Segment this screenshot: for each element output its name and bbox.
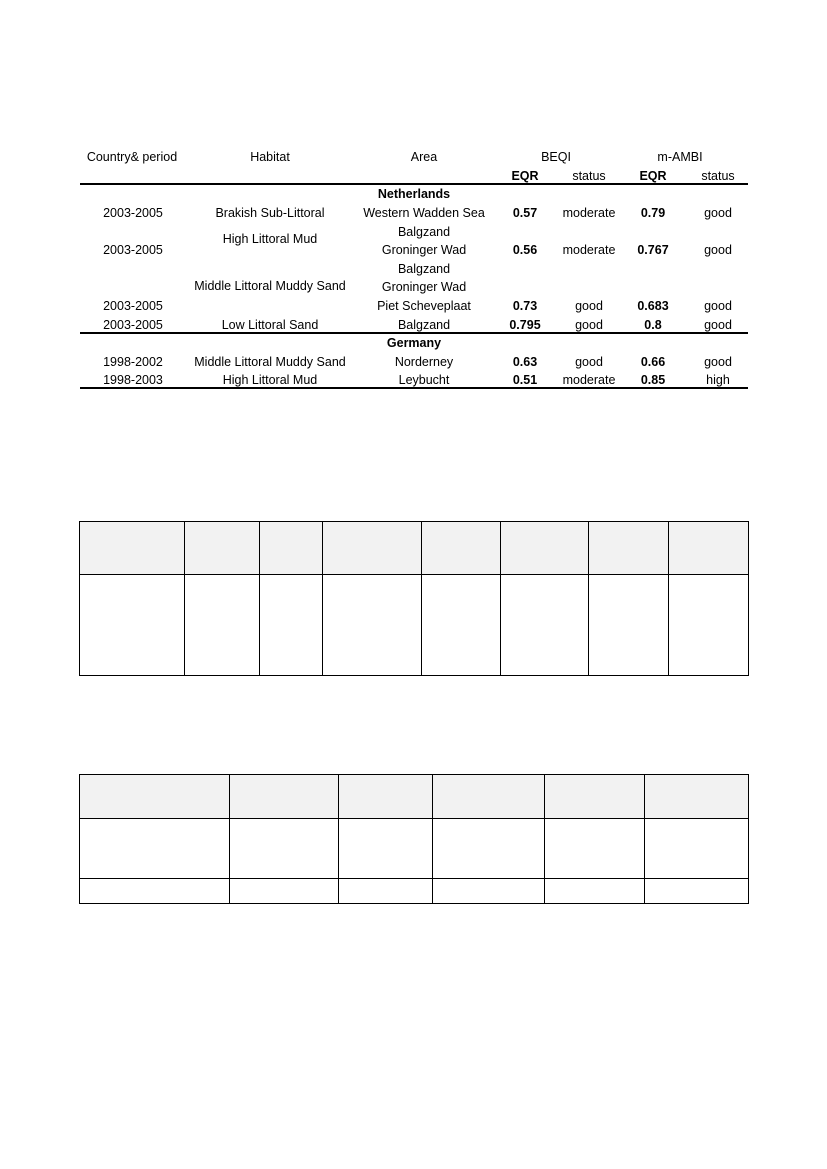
header-cell [323,522,422,575]
table-cell [323,575,422,676]
header-habitat: Habitat [250,150,290,164]
cell-mambi-eqr: 0.8 [644,318,662,332]
cell-beqi-eqr: 0.73 [512,299,538,313]
cell-beqi-eqr: 0.56 [512,243,538,257]
cell-period: 1998-2003 [103,373,163,387]
table-row [80,879,749,904]
header-cell [230,775,339,819]
cell-mambi-status: high [706,373,730,387]
cell-habitat: High Littoral Mud [222,373,318,387]
cell-beqi-status: moderate [562,206,616,220]
cell-beqi-eqr: 0.57 [512,206,538,220]
cell-beqi-eqr: 0.795 [509,318,541,332]
cell-area: Leybucht [398,373,450,387]
empty-table-1 [79,521,749,676]
cell-area: Groninger Wad [381,243,467,257]
header-rule [80,183,748,185]
cell-beqi-eqr: 0.63 [512,355,538,369]
cell-beqi-status: good [575,299,603,313]
cell-habitat: Middle Littoral Muddy Sand [194,355,346,369]
table-cell [545,879,645,904]
empty-table-2 [79,774,749,904]
cell-mambi-eqr: 0.66 [640,355,666,369]
table-cell [433,819,545,879]
cell-mambi-eqr: 0.683 [637,299,669,313]
cell-mambi-eqr: 0.85 [640,373,666,387]
header-beqi-eqr: EQR [511,169,539,183]
header-beqi-status: status [572,169,606,183]
cell-mambi-eqr: 0.79 [640,206,666,220]
cell-mambi-status: good [704,206,732,220]
cell-habitat: Low Littoral Sand [221,318,319,332]
header-beqi: BEQI [541,150,571,164]
cell-beqi-status: moderate [562,243,616,257]
cell-beqi-status: moderate [562,373,616,387]
cell-period: 2003-2005 [103,299,163,313]
cell-beqi-eqr: 0.51 [512,373,538,387]
header-cell [185,522,260,575]
table-cell [501,575,589,676]
table-cell [260,575,323,676]
header-mambi-status: status [701,169,735,183]
header-cell [433,775,545,819]
table-cell [422,575,501,676]
header-cell [422,522,501,575]
table-cell [339,879,433,904]
table-cell [80,819,230,879]
cell-mambi-status: good [704,243,732,257]
header-area: Area [410,150,438,164]
table-cell [339,819,433,879]
header-mambi: m-AMBI [657,150,703,164]
table-row [80,819,749,879]
header-cell [501,522,589,575]
group-rule [80,332,748,334]
cell-area: Piet Scheveplaat [377,299,471,313]
table-cell [80,575,185,676]
cell-period: 2003-2005 [103,243,163,257]
table-cell [80,879,230,904]
table-cell [230,819,339,879]
bottom-rule [80,387,748,389]
cell-habitat: High Littoral Mud [222,232,318,246]
cell-area: Balgzand [397,318,451,332]
cell-period: 2003-2005 [103,318,163,332]
cell-habitat: Brakish Sub-Littoral [215,206,325,220]
header-cell [545,775,645,819]
table-cell [545,819,645,879]
table-row [80,575,749,676]
table-cell [230,879,339,904]
header-cell [339,775,433,819]
cell-area: Western Wadden Sea [363,206,485,220]
header-cell [589,522,669,575]
table-cell [645,819,749,879]
header-cell [80,775,230,819]
cell-mambi-eqr: 0.767 [637,243,669,257]
cell-area-top: Balgzand [397,225,451,239]
cell-beqi-status: good [575,318,603,332]
cell-period: 1998-2002 [103,355,163,369]
cell-mambi-status: good [704,299,732,313]
table-cell [589,575,669,676]
group-germany: Germany [386,336,442,350]
header-cell [260,522,323,575]
table-cell [669,575,749,676]
cell-period: 2003-2005 [103,206,163,220]
table-header-row [80,522,749,575]
cell-mambi-status: good [704,318,732,332]
cell-area-top: Balgzand [397,262,451,276]
group-netherlands: Netherlands [377,187,451,201]
table-header-row [80,775,749,819]
header-cell [645,775,749,819]
header-country-period: Country& period [86,150,178,164]
cell-habitat: Middle Littoral Muddy Sand [194,279,346,293]
table-cell [433,879,545,904]
cell-area: Norderney [394,355,454,369]
cell-area-mid: Groninger Wad [381,280,467,294]
header-cell [80,522,185,575]
cell-mambi-status: good [704,355,732,369]
header-mambi-eqr: EQR [639,169,667,183]
cell-beqi-status: good [575,355,603,369]
header-cell [669,522,749,575]
table-cell [185,575,260,676]
table-cell [645,879,749,904]
